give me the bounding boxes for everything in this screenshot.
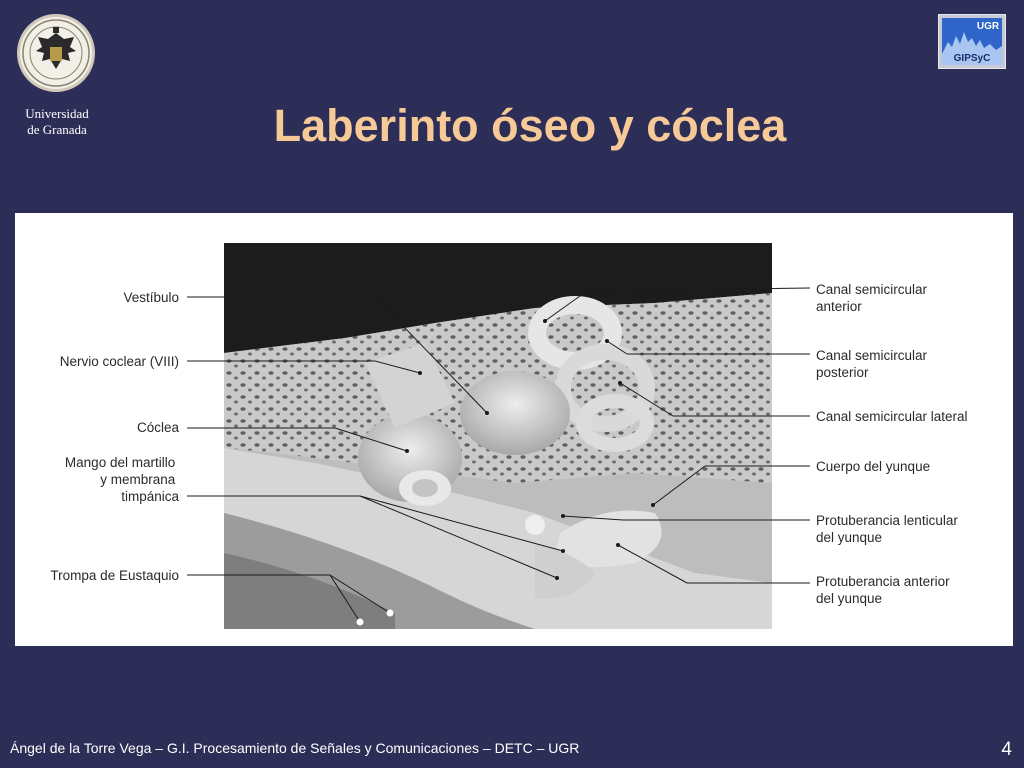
page-number: 4 <box>1001 739 1012 760</box>
label-trompa-eustaquio: Trompa de Eustaquio <box>50 568 179 583</box>
label-protuberancia-anterior: Protuberancia anterior del yunque <box>816 574 950 606</box>
university-name-line2: de Granada <box>27 122 87 137</box>
label-mango-martillo: Mango del martillo y membrana timpánica <box>64 455 179 504</box>
logo-text-gipsyc: GIPSyC <box>953 53 991 64</box>
labyrinth-diagram <box>15 213 1013 646</box>
label-protuberancia-lenticular: Protuberancia lenticular del yunque <box>816 513 958 545</box>
labyrinth-illustration <box>224 243 772 629</box>
diagram-panel <box>15 213 1013 646</box>
label-cuerpo-yunque: Cuerpo del yunque <box>816 459 931 474</box>
label-canal-posterior: Canal semicircular posterior <box>816 348 928 380</box>
label-coclea: Cóclea <box>136 420 179 435</box>
university-seal-logo <box>17 14 95 92</box>
university-name-line1: Universidad <box>25 106 89 121</box>
logo-text-ugr: UGR <box>976 21 1000 32</box>
university-name <box>8 106 106 138</box>
label-canal-anterior: Canal semicircular anterior <box>816 282 928 314</box>
footer-credit: Ángel de la Torre Vega – G.I. Procesamiento de Señales y Comunicaciones – DETC – UGR <box>10 740 580 756</box>
slide-title: Laberinto óseo y cóclea <box>273 100 787 151</box>
gipsyc-logo <box>938 14 1006 69</box>
label-vestibulo: Vestíbulo <box>123 290 179 305</box>
label-canal-lateral: Canal semicircular lateral <box>816 409 968 424</box>
label-nervio-coclear: Nervio coclear (VIII) <box>59 354 179 369</box>
